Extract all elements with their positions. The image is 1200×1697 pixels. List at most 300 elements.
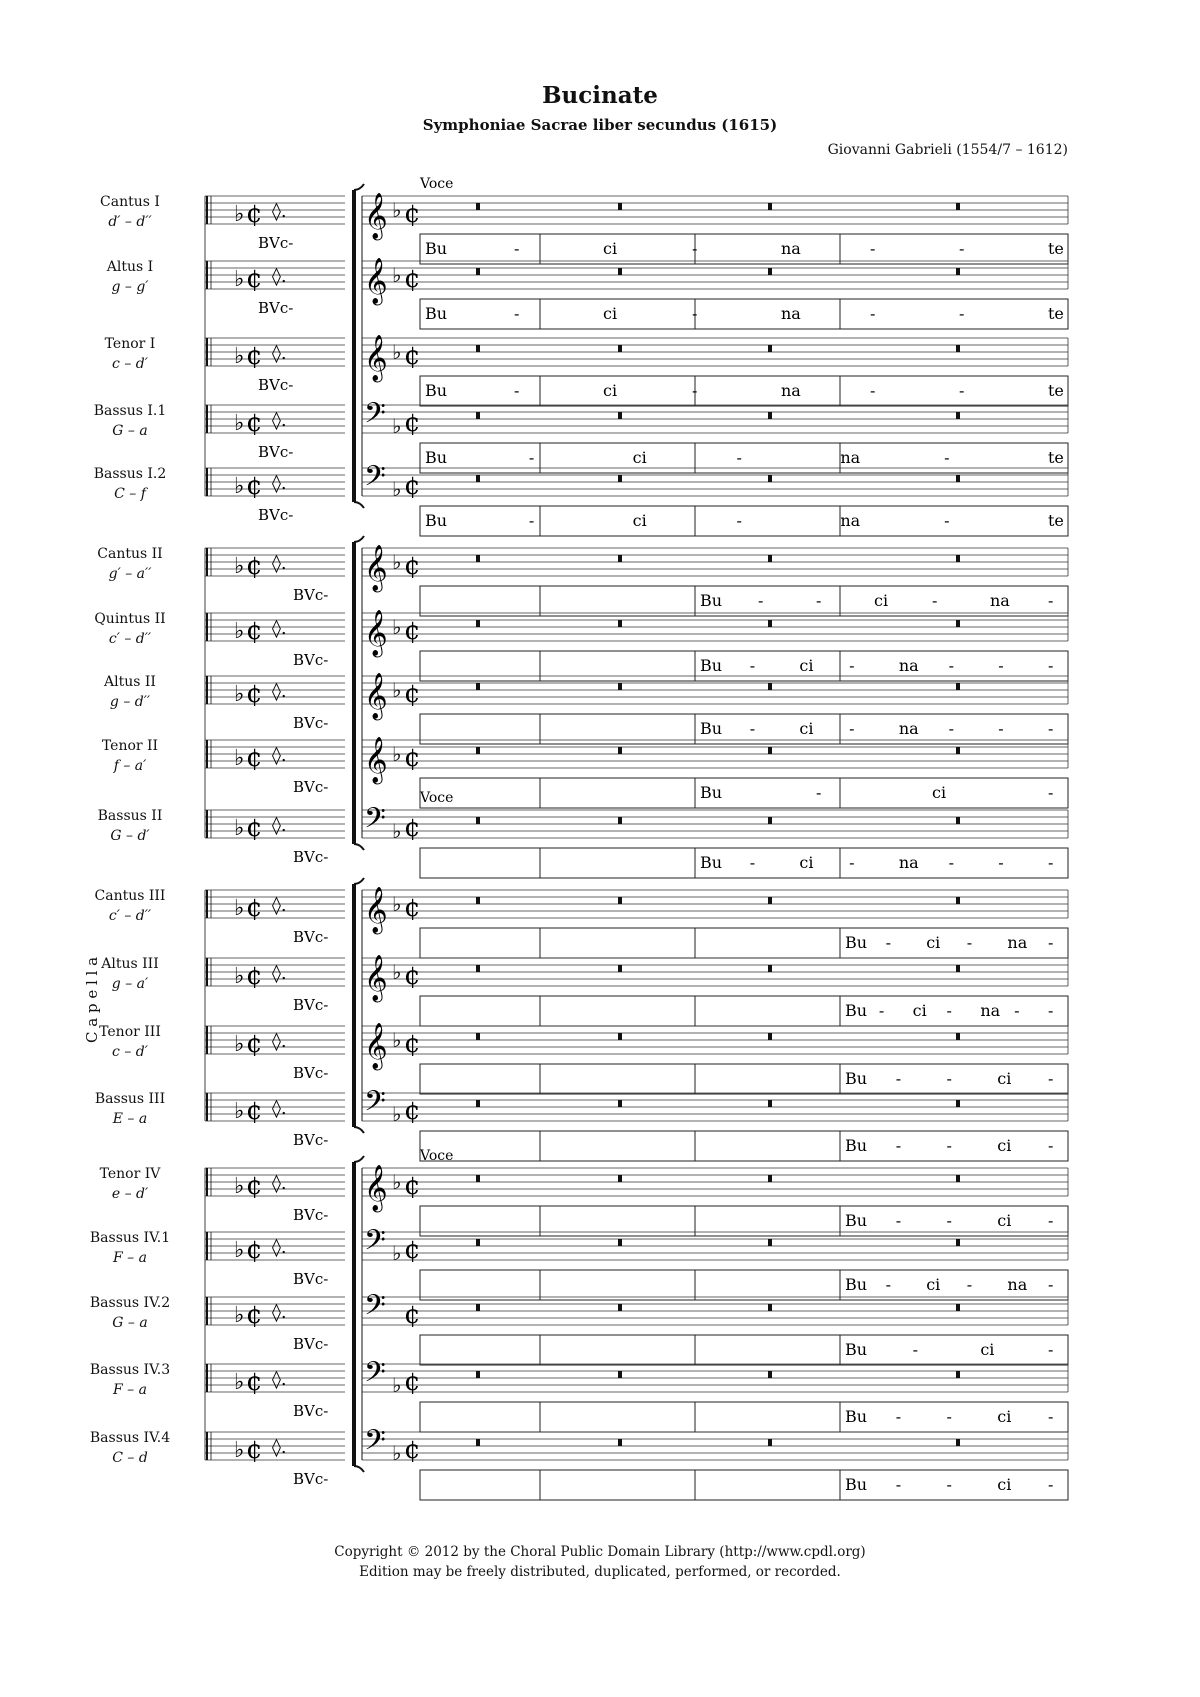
rest-mark [768, 412, 772, 419]
incipit-staff [205, 548, 345, 604]
lyric-syllable: na [840, 511, 861, 530]
lyric-syllable: na [1007, 1275, 1028, 1294]
lyric-syllable: - [885, 1275, 892, 1294]
cut-time-icon: ¢ [246, 1096, 263, 1126]
flat-icon: ♭ [234, 1174, 245, 1199]
part-range: c′ – d′′ [108, 908, 152, 924]
lyric-syllable: - [816, 591, 822, 610]
incipit-label: BVc- [293, 778, 329, 796]
rest-mark [768, 1304, 772, 1311]
cut-time-icon: ¢ [246, 1367, 263, 1397]
part-range: d′ – d′′ [108, 214, 152, 230]
flat-icon: ♭ [234, 344, 245, 369]
cut-time-icon: ¢ [246, 1029, 263, 1059]
lyric-syllable: - [946, 1069, 952, 1088]
rest-mark [618, 1239, 622, 1246]
lyric-syllable: te [1048, 448, 1064, 467]
cut-time-icon: ¢ [246, 408, 263, 438]
incipit-label: BVc- [293, 651, 329, 669]
lyric-syllable: te [1048, 381, 1064, 400]
rest-mark [618, 620, 622, 627]
incipit-note: ◊. [272, 681, 287, 702]
incipit-label: BVc- [258, 299, 294, 317]
flat-icon: ♭ [392, 1441, 402, 1465]
lyric-syllable: Bu [845, 1211, 868, 1230]
staff [362, 1356, 1068, 1432]
staff [362, 673, 1068, 744]
incipit-note: ◊. [272, 1237, 287, 1258]
lyric-syllable: - [816, 783, 822, 802]
rest-mark [476, 345, 480, 352]
treble-clef-icon: 𝄞 [364, 610, 388, 656]
bass-clef-icon: 𝄢 [364, 460, 386, 500]
cut-time-icon: ¢ [246, 1171, 263, 1201]
cut-time-icon: ¢ [246, 616, 263, 646]
staff [362, 545, 1068, 616]
lyric-box [420, 1470, 1068, 1500]
rest-mark [618, 345, 622, 352]
lyric-syllable: ci [926, 933, 941, 952]
bass-clef-icon: 𝄢 [364, 1356, 386, 1396]
flat-icon: ♭ [234, 1438, 245, 1463]
incipit-note: ◊. [272, 618, 287, 639]
lyric-syllable: ci [997, 1407, 1012, 1426]
lyric-syllable: - [944, 511, 950, 530]
part-range: E – a [112, 1111, 148, 1127]
treble-clef-icon: 𝄞 [364, 258, 388, 304]
lyric-syllable: na [781, 304, 801, 323]
lyric-box [420, 651, 1068, 681]
lyric-syllable: - [849, 719, 855, 738]
lyric-syllable: ci [997, 1475, 1012, 1494]
lyric-syllable: - [1048, 1407, 1054, 1426]
lyric-syllable: ci [632, 511, 647, 530]
incipit-note: ◊. [272, 473, 287, 494]
staff [362, 955, 1068, 1026]
cut-time-icon: ¢ [404, 1029, 421, 1059]
lyric-syllable: Bu [845, 1136, 868, 1155]
lyric-syllable: ci [799, 719, 814, 738]
incipit-staff [205, 405, 345, 461]
part-name: Bassus IV.2 [89, 1295, 171, 1311]
lyric-box [420, 714, 1068, 744]
part-name: Quintus II [94, 611, 166, 627]
rest-mark [476, 1371, 480, 1378]
flat-icon: ♭ [234, 1303, 245, 1328]
part-name: Cantus I [100, 194, 160, 210]
rest-mark [956, 1175, 960, 1182]
incipit-staff [205, 613, 345, 669]
lyric-syllable: - [946, 1407, 952, 1426]
treble-clef-icon: 𝄞 [364, 545, 388, 591]
rest-mark [768, 555, 772, 562]
cut-time-icon: ¢ [246, 961, 263, 991]
rest-mark [476, 1033, 480, 1040]
rest-mark [476, 203, 480, 210]
staff [362, 397, 1068, 473]
staff [362, 1224, 1068, 1300]
rest-mark [618, 683, 622, 690]
incipit-note: ◊. [272, 343, 287, 364]
flat-icon: ♭ [392, 678, 402, 702]
lyric-syllable: Bu [845, 1275, 868, 1294]
rest-mark [956, 268, 960, 275]
treble-clef-icon: 𝄞 [364, 193, 388, 239]
lyric-syllable: - [885, 933, 892, 952]
rest-mark [768, 1239, 772, 1246]
flat-icon: ♭ [392, 1241, 402, 1265]
staff [362, 1085, 1068, 1161]
incipit-staff [205, 261, 345, 317]
part-name: Altus II [104, 674, 156, 690]
treble-clef-icon: 𝄞 [364, 1165, 388, 1211]
staff [362, 610, 1068, 681]
rest-mark [476, 475, 480, 482]
lyric-syllable: - [946, 1001, 952, 1020]
bass-clef-icon: 𝄢 [364, 802, 386, 842]
rest-mark [618, 1439, 622, 1446]
part-range: f – a′ [113, 758, 147, 774]
staff [362, 887, 1068, 958]
treble-clef-icon: 𝄞 [364, 737, 388, 783]
incipit-label: BVc- [293, 1470, 329, 1488]
voce-label: Voce [420, 790, 454, 806]
part-range: G – a [112, 423, 148, 439]
part-name: Tenor III [99, 1024, 161, 1040]
staff [362, 460, 1068, 536]
flat-icon: ♭ [234, 1032, 245, 1057]
staff [362, 802, 1068, 878]
flat-icon: ♭ [392, 960, 402, 984]
lyric-syllable: - [1048, 853, 1054, 872]
lyric-box [420, 1064, 1068, 1094]
capella-label: C a p e l l a [83, 956, 101, 1044]
lyric-syllable: ci [932, 783, 947, 802]
rest-mark [476, 1304, 480, 1311]
part-range: c′ – d′′ [108, 631, 152, 647]
incipit-note: ◊. [272, 1098, 287, 1119]
part-name: Tenor I [104, 336, 156, 352]
rest-mark [768, 897, 772, 904]
rest-mark [768, 1100, 772, 1107]
lyric-box [420, 996, 1068, 1026]
incipit-staff [205, 1297, 345, 1353]
lyric-syllable: - [749, 719, 756, 738]
lyric-syllable: - [946, 1475, 952, 1494]
lyric-syllable: - [1048, 1340, 1054, 1359]
flat-icon: ♭ [234, 746, 245, 771]
lyric-syllable: Bu [700, 783, 723, 802]
lyric-syllable: na [898, 719, 919, 738]
lyric-syllable: te [1048, 511, 1064, 530]
incipit-note: ◊. [272, 1031, 287, 1052]
lyric-syllable: - [966, 933, 973, 952]
part-range: G – d′ [110, 828, 150, 844]
lyric-syllable: - [944, 448, 950, 467]
incipit-note: ◊. [272, 1302, 287, 1323]
rest-mark [618, 747, 622, 754]
lyric-syllable: Bu [845, 1069, 868, 1088]
lyric-syllable: - [948, 656, 954, 675]
rest-mark [768, 203, 772, 210]
cut-time-icon: ¢ [246, 1235, 263, 1265]
rest-mark [476, 747, 480, 754]
lyric-syllable: - [692, 304, 698, 323]
rest-mark [618, 555, 622, 562]
cut-time-icon: ¢ [246, 813, 263, 843]
rest-mark [476, 1100, 480, 1107]
lyric-syllable: - [758, 591, 764, 610]
part-range: C – d [112, 1450, 148, 1466]
page-subtitle: Symphoniae Sacrae liber secundus (1615) [422, 116, 778, 134]
lyric-syllable: na [840, 448, 861, 467]
lyric-syllable: - [749, 656, 756, 675]
lyric-syllable: Bu [845, 1475, 868, 1494]
lyric-syllable: Bu [700, 656, 723, 675]
lyric-box [420, 1206, 1068, 1236]
lyric-syllable: te [1048, 304, 1064, 323]
flat-icon: ♭ [392, 340, 402, 364]
rest-mark [768, 1033, 772, 1040]
voce-label: Voce [420, 1148, 454, 1164]
cut-time-icon: ¢ [246, 893, 263, 923]
lyric-syllable: na [781, 239, 801, 258]
rest-mark [476, 412, 480, 419]
rest-mark [956, 817, 960, 824]
lyric-box [420, 443, 1068, 473]
flat-icon: ♭ [234, 1099, 245, 1124]
bass-clef-icon: 𝄢 [364, 1424, 386, 1464]
incipit-staff [205, 958, 345, 1014]
incipit-staff [205, 890, 345, 946]
rest-mark [476, 620, 480, 627]
rest-mark [956, 683, 960, 690]
rest-mark [618, 268, 622, 275]
flat-icon: ♭ [392, 414, 402, 438]
cut-time-icon: ¢ [246, 1300, 263, 1330]
part-name: Bassus IV.1 [89, 1230, 171, 1246]
lyric-syllable: - [849, 853, 855, 872]
incipit-note: ◊. [272, 201, 287, 222]
rest-mark [476, 268, 480, 275]
lyric-syllable: - [1048, 1136, 1054, 1155]
rest-mark [768, 683, 772, 690]
rest-mark [618, 817, 622, 824]
part-name: Tenor IV [99, 1166, 161, 1182]
rest-mark [768, 1371, 772, 1378]
rest-mark [768, 345, 772, 352]
lyric-syllable: Bu [845, 1001, 868, 1020]
lyric-syllable: Bu [425, 304, 448, 323]
lyric-syllable: - [895, 1475, 902, 1494]
incipit-label: BVc- [293, 714, 329, 732]
flat-icon: ♭ [392, 198, 402, 222]
flat-icon: ♭ [234, 1238, 245, 1263]
lyric-syllable: - [1048, 783, 1054, 802]
cut-time-icon: ¢ [404, 679, 421, 709]
bass-clef-icon: 𝄢 [364, 397, 386, 437]
incipit-staff [205, 1432, 345, 1488]
rest-mark [476, 555, 480, 562]
lyric-syllable: - [870, 381, 876, 400]
lyric-syllable: - [946, 1211, 952, 1230]
lyric-syllable: - [514, 239, 520, 258]
incipit-staff [205, 468, 345, 524]
incipit-label: BVc- [293, 1402, 329, 1420]
incipit-staff [205, 1364, 345, 1420]
incipit-label: BVc- [258, 234, 294, 252]
rest-mark [768, 965, 772, 972]
part-range: g – d′′ [109, 694, 151, 710]
cut-time-icon: ¢ [404, 961, 421, 991]
incipit-label: BVc- [293, 1206, 329, 1224]
flat-icon: ♭ [392, 263, 402, 287]
treble-clef-icon: 𝄞 [364, 887, 388, 933]
rest-mark [956, 620, 960, 627]
part-name: Altus III [101, 956, 159, 972]
lyric-syllable: na [781, 381, 801, 400]
staff [362, 193, 1068, 264]
rest-mark [956, 345, 960, 352]
part-name: Bassus I.2 [93, 466, 167, 482]
incipit-label: BVc- [293, 1335, 329, 1353]
lyric-syllable: ci [997, 1069, 1012, 1088]
incipit-note: ◊. [272, 410, 287, 431]
cut-time-icon: ¢ [404, 743, 421, 773]
incipit-staff [205, 1168, 345, 1224]
page-title: Bucinate [542, 82, 658, 109]
treble-clef-icon: 𝄞 [364, 335, 388, 381]
lyric-syllable: - [998, 853, 1004, 872]
incipit-note: ◊. [272, 266, 287, 287]
staff [362, 1165, 1068, 1236]
rest-mark [618, 1100, 622, 1107]
lyric-syllable: - [948, 719, 954, 738]
flat-icon: ♭ [234, 554, 245, 579]
lyric-syllable: - [692, 239, 698, 258]
cut-time-icon: ¢ [246, 264, 263, 294]
incipit-note: ◊. [272, 1173, 287, 1194]
cut-time-icon: ¢ [246, 199, 263, 229]
voce-label: Voce [420, 176, 454, 192]
lyric-syllable: - [749, 853, 756, 872]
bass-clef-icon: 𝄢 [364, 1085, 386, 1125]
lyric-syllable: ci [980, 1340, 995, 1359]
cut-time-icon: ¢ [404, 1435, 421, 1465]
lyric-syllable: - [528, 448, 535, 467]
flat-icon: ♭ [392, 477, 402, 501]
license-line: Edition may be freely distributed, duplicated, performed, or recorded. [359, 1564, 841, 1580]
lyric-syllable: te [1048, 239, 1064, 258]
treble-clef-icon: 𝄞 [364, 673, 388, 719]
lyric-syllable: Bu [425, 239, 448, 258]
lyric-syllable: na [980, 1001, 1001, 1020]
rest-mark [768, 747, 772, 754]
cut-time-icon: ¢ [246, 341, 263, 371]
lyric-syllable: - [895, 1407, 902, 1426]
lyric-syllable: - [959, 381, 965, 400]
incipit-note: ◊. [272, 745, 287, 766]
footer [0, 1542, 1200, 1582]
flat-icon: ♭ [392, 742, 402, 766]
cut-time-icon: ¢ [404, 813, 421, 843]
lyric-syllable: - [1048, 1211, 1054, 1230]
cut-time-icon: ¢ [404, 1235, 421, 1265]
flat-icon: ♭ [234, 896, 245, 921]
flat-icon: ♭ [234, 816, 245, 841]
rest-mark [476, 897, 480, 904]
rest-mark [618, 1175, 622, 1182]
incipit-label: BVc- [293, 1270, 329, 1288]
rest-mark [956, 1100, 960, 1107]
rest-mark [618, 412, 622, 419]
incipit-staff [205, 810, 345, 866]
flat-icon: ♭ [234, 474, 245, 499]
incipit-note: ◊. [272, 963, 287, 984]
part-name: Tenor II [101, 738, 159, 754]
lyric-syllable: - [1014, 1001, 1020, 1020]
lyric-syllable: - [736, 448, 742, 467]
flat-icon: ♭ [234, 964, 245, 989]
part-range: g′ – a′′ [108, 566, 152, 582]
part-name: Bassus II [97, 808, 163, 824]
incipit-label: BVc- [258, 506, 294, 524]
incipit-staff [205, 1026, 345, 1082]
copyright-line: Copyright © 2012 by the Choral Public Domain Library (http://www.cpdl.org) [334, 1544, 866, 1560]
lyric-syllable: ci [632, 448, 647, 467]
incipit-note: ◊. [272, 553, 287, 574]
lyric-syllable: - [736, 511, 742, 530]
lyric-syllable: - [959, 239, 965, 258]
rest-mark [476, 1175, 480, 1182]
part-range: G – a [112, 1315, 148, 1331]
cut-time-icon: ¢ [404, 408, 421, 438]
part-range: F – a [113, 1382, 147, 1398]
incipit-label: BVc- [293, 996, 329, 1014]
rest-mark [956, 1033, 960, 1040]
lyric-syllable: - [1048, 1275, 1054, 1294]
staff [362, 1424, 1068, 1500]
lyric-syllable: ci [799, 656, 814, 675]
lyric-box [420, 1335, 1068, 1365]
rest-mark [476, 817, 480, 824]
rest-mark [476, 1239, 480, 1246]
flat-icon: ♭ [392, 550, 402, 574]
part-range: c – d′ [112, 356, 148, 372]
lyric-box [420, 778, 1068, 808]
incipit-staff [205, 1232, 345, 1288]
rest-mark [768, 817, 772, 824]
lyric-syllable: Bu [700, 853, 723, 872]
lyric-syllable: Bu [845, 1340, 868, 1359]
cut-time-icon: ¢ [404, 616, 421, 646]
flat-icon: ♭ [392, 892, 402, 916]
part-name: Bassus IV.4 [89, 1430, 171, 1446]
rest-mark [956, 412, 960, 419]
lyric-syllable: - [870, 304, 876, 323]
rest-mark [768, 268, 772, 275]
rest-mark [476, 1439, 480, 1446]
flat-icon: ♭ [234, 202, 245, 227]
rest-mark [618, 1033, 622, 1040]
lyric-syllable: ci [799, 853, 814, 872]
cut-time-icon: ¢ [404, 341, 421, 371]
incipit-label: BVc- [293, 1064, 329, 1082]
lyric-syllable: Bu [700, 591, 723, 610]
incipit-note: ◊. [272, 895, 287, 916]
part-name: Bassus IV.3 [89, 1362, 171, 1378]
lyric-syllable: - [948, 853, 954, 872]
